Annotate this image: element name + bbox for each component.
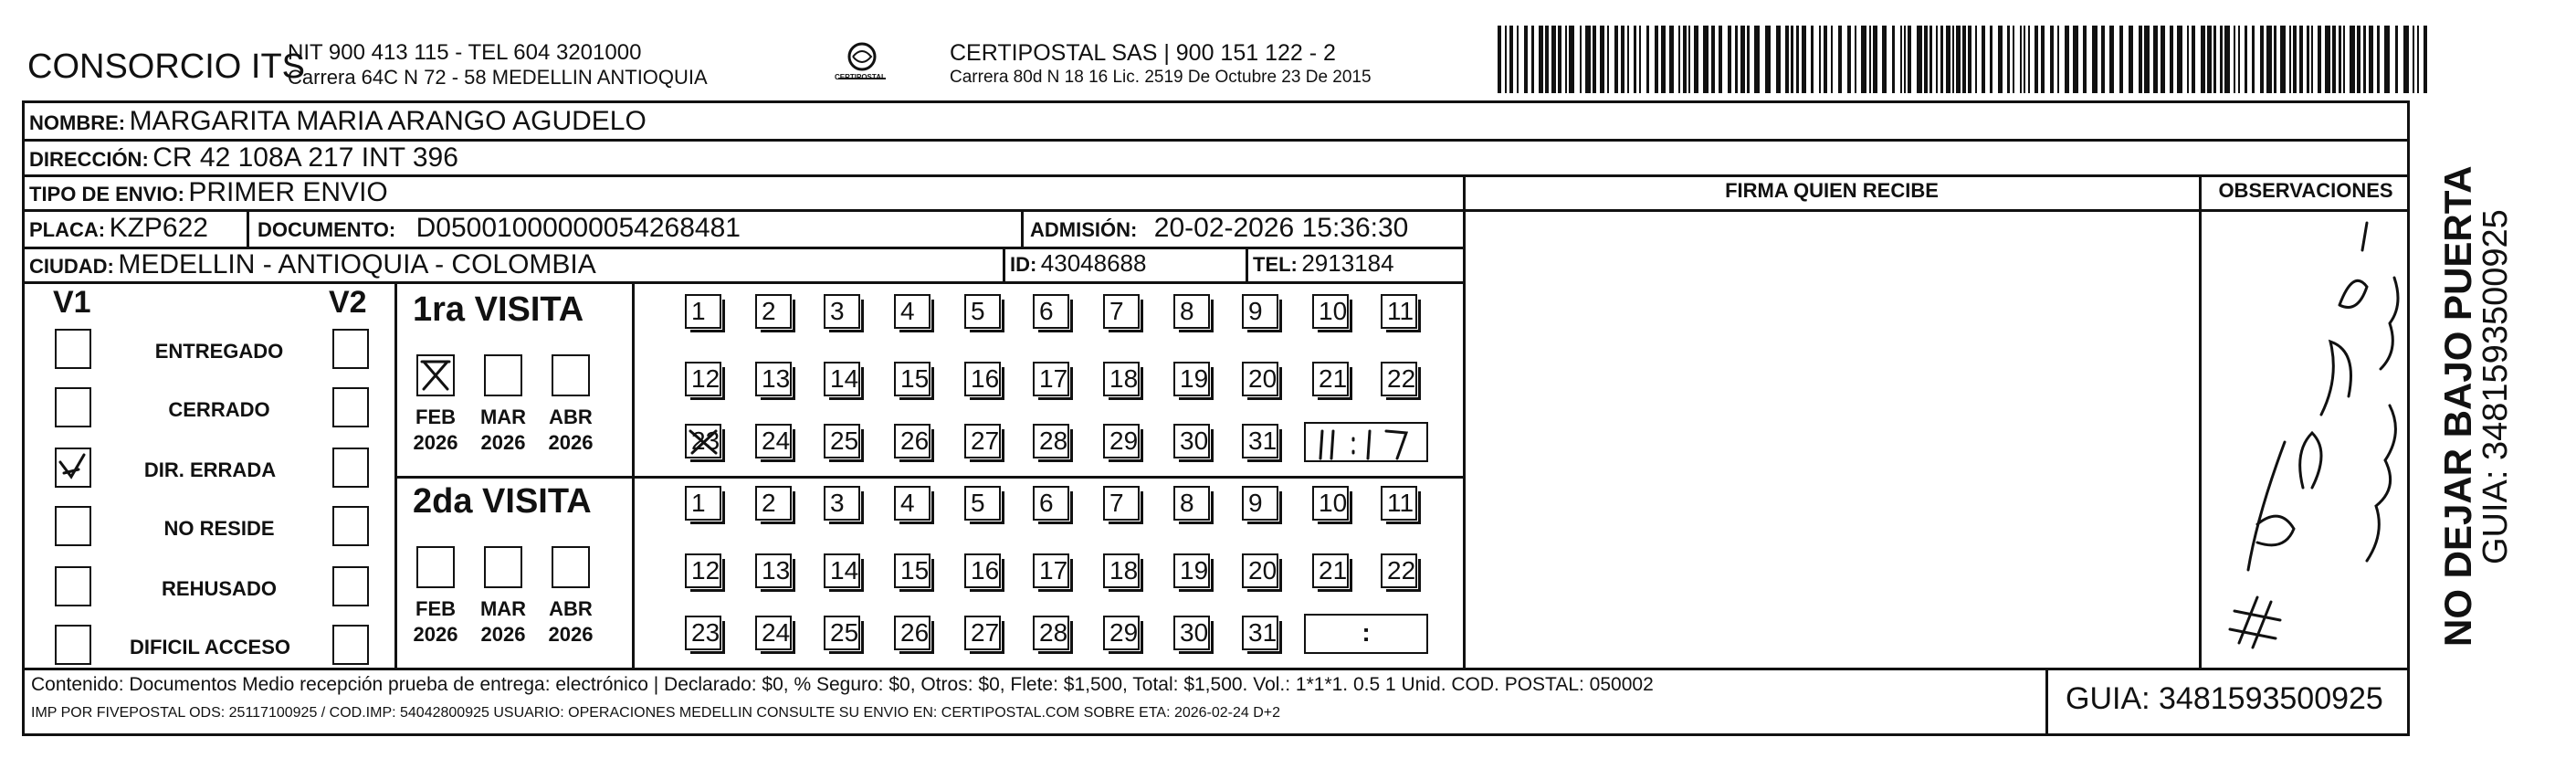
status-label-cerrado: CERRADO: [168, 398, 270, 421]
barcode-bar: [2213, 26, 2216, 93]
second-visit-title: 2da VISITA: [413, 482, 592, 521]
placa-value: KZP622: [109, 213, 208, 243]
first-visit-day-17[interactable]: 17: [1033, 362, 1069, 396]
side-guia: GUIA: 3481593500925: [2476, 209, 2515, 564]
barcode-bar: [2153, 26, 2158, 93]
admision-label: ADMISIÓN:: [1030, 218, 1138, 241]
barcode-bar: [1975, 26, 1977, 93]
barcode-bar: [2377, 26, 2380, 93]
second-visit-day-12[interactable]: 12: [685, 553, 721, 588]
v1-checkbox-no-reside[interactable]: [55, 506, 91, 546]
barcode-bar: [1946, 26, 1950, 93]
barcode-bar: [2073, 26, 2078, 93]
barcode-bar: [1694, 26, 1698, 93]
second-visit-month-label-abr: ABR: [549, 597, 593, 620]
barcode-bar: [1765, 26, 1771, 93]
barcode-bar: [2395, 26, 2398, 93]
certipostal-logo-text: CERTIPOSTAL: [835, 73, 886, 81]
barcode-bar: [2252, 26, 2255, 93]
first-visit-month-box-mar[interactable]: [484, 354, 522, 396]
second-visit-day-28[interactable]: 28: [1033, 616, 1069, 650]
first-visit-day-22[interactable]: 22: [1381, 362, 1417, 396]
barcode-bar: [2035, 26, 2038, 93]
first-visit-year-label: 2026: [413, 431, 458, 454]
barcode-bar: [2013, 26, 2014, 93]
second-visit-time[interactable]: [1304, 614, 1428, 654]
barcode-bar: [1565, 26, 1567, 93]
barcode-bar: [1569, 26, 1574, 93]
tipo-label: TIPO DE ENVIO:: [29, 183, 184, 205]
barcode-bar: [1936, 26, 1938, 93]
barcode-bar: [1517, 26, 1519, 93]
barcode-bar: [2339, 26, 2341, 93]
second-visit-month-label-feb: FEB: [415, 597, 456, 620]
second-visit-day-15[interactable]: 15: [894, 553, 931, 588]
barcode-bar: [1776, 26, 1781, 93]
barcode-bar: [2343, 26, 2345, 93]
v1-checkbox-cerrado[interactable]: [55, 387, 91, 427]
v1-checkbox-dir-errada[interactable]: [55, 448, 91, 488]
barcode-bar: [2129, 26, 2133, 93]
barcode-bar: [1929, 26, 1932, 93]
v1-checkbox-entregado[interactable]: [55, 329, 91, 369]
second-visit-day-26[interactable]: 26: [894, 616, 931, 650]
id-label: ID:: [1010, 253, 1037, 276]
barcode-bar: [1796, 26, 1799, 93]
nit-line: NIT 900 413 115 - TEL 604 3201000: [288, 40, 642, 65]
company-address: Carrera 64C N 72 - 58 MEDELLIN ANTIOQUIA: [288, 66, 708, 89]
second-visit-day-22[interactable]: 22: [1381, 553, 1417, 588]
first-visit-day-10[interactable]: 10: [1312, 294, 1349, 329]
certipostal-logo: [833, 38, 891, 90]
barcode-bar: [2318, 26, 2321, 93]
barcode-bar: [1703, 26, 1709, 93]
barcode-bar: [2041, 26, 2045, 93]
barcode-bar: [2363, 26, 2366, 93]
second-visit-day-8[interactable]: 8: [1173, 486, 1210, 521]
barcode-bar: [2101, 26, 2105, 93]
v2-checkbox-dir-errada[interactable]: [332, 448, 369, 488]
barcode-bar: [1982, 26, 1985, 93]
v2-checkbox-no-reside[interactable]: [332, 506, 369, 546]
first-visit-month-box-feb[interactable]: [416, 354, 455, 396]
barcode-bar: [1819, 26, 1821, 93]
barcode-bar: [1811, 26, 1814, 93]
barcode-bar: [2092, 26, 2098, 93]
second-visit-day-9[interactable]: 9: [1242, 486, 1278, 521]
barcode-bar: [1639, 26, 1641, 93]
barcode-bar: [1754, 26, 1760, 93]
barcode-bar: [2192, 26, 2195, 93]
barcode-bar: [1802, 26, 1806, 93]
barcode-bar: [2350, 26, 2355, 93]
barcode-bar: [2119, 26, 2123, 93]
barcode-bar: [2417, 26, 2419, 93]
side-warning: NO DEJAR BAJO PUERTA: [2436, 165, 2479, 647]
second-visit-day-29[interactable]: 29: [1103, 616, 1140, 650]
barcode-bar: [1838, 26, 1842, 93]
first-visit-day-26[interactable]: 26: [894, 424, 931, 458]
barcode-bar: [2024, 26, 2025, 93]
first-visit-day-14[interactable]: 14: [824, 362, 860, 396]
barcode-bar: [1545, 26, 1549, 93]
barcode-bar: [2274, 26, 2276, 93]
first-visit-day-20[interactable]: 20: [1242, 362, 1278, 396]
barcode-bar: [2260, 26, 2264, 93]
barcode-bar: [1847, 26, 1851, 93]
barcode-bar: [1917, 26, 1922, 93]
barcode-bar: [1531, 26, 1534, 93]
barcode-bar: [1904, 26, 1906, 93]
second-visit-day-24[interactable]: 24: [755, 616, 792, 650]
recipient-name: MARGARITA MARIA ARANGO AGUDELO: [129, 106, 647, 136]
v2-label: V2: [329, 285, 367, 320]
first-visit-month-label-feb: FEB: [415, 406, 456, 428]
barcode-bar: [2220, 26, 2223, 93]
barcode-bar: [2245, 26, 2247, 93]
first-visit-day-13[interactable]: 13: [755, 362, 792, 396]
second-visit-year-label: 2026: [413, 623, 458, 646]
barcode-bar: [2384, 26, 2390, 93]
v1-checkbox-rehusado[interactable]: [55, 566, 91, 606]
barcode-bar: [2065, 26, 2069, 93]
footer-print-line: IMP POR FIVEPOSTAL ODS: 25117100925 / COD.IMP: 54042800925 USUARIO: OPERACIONES MEDELLIN CONSULTE SU ENVIO EN: CERTIPOSTAL.COM SOBRE ETA: 2026-02-24 D+2: [31, 705, 1281, 721]
second-visit-day-30[interactable]: 30: [1173, 616, 1210, 650]
barcode-bar: [2293, 26, 2297, 93]
barcode-bar: [2289, 26, 2291, 93]
barcode-bar: [1551, 26, 1556, 93]
v1-label: V1: [53, 285, 91, 320]
first-visit-day-11[interactable]: 11: [1381, 294, 1417, 329]
barcode-bar: [1498, 26, 1501, 93]
first-visit-time[interactable]: [1304, 422, 1428, 462]
barcode-bar: [1952, 26, 1954, 93]
tel-value: 2913184: [1301, 249, 1394, 277]
first-visit-day-31[interactable]: 31: [1242, 424, 1278, 458]
second-visit-year-label: 2026: [480, 623, 526, 646]
barcode-bar: [2357, 26, 2360, 93]
barcode-bar: [1855, 26, 1856, 93]
firma-header: FIRMA QUIEN RECIBE: [1725, 179, 1939, 202]
v2-checkbox-cerrado[interactable]: [332, 387, 369, 427]
shipment-type: PRIMER ENVIO: [188, 177, 388, 207]
barcode-bar: [2201, 26, 2205, 93]
barcode-bar: [2007, 26, 2010, 93]
barcode-bar: [1614, 26, 1618, 93]
observation-handwriting: [2203, 214, 2409, 666]
second-visit-day-27[interactable]: 27: [964, 616, 1001, 650]
barcode-bar: [1998, 26, 2003, 93]
barcode-bar: [2332, 26, 2336, 93]
second-visit-day-11[interactable]: 11: [1381, 486, 1417, 521]
first-visit-day-2[interactable]: 2: [755, 294, 792, 329]
second-visit-month-box-abr[interactable]: [552, 546, 590, 588]
barcode-bar: [1580, 26, 1582, 93]
placa-label: PLACA:: [29, 218, 106, 241]
barcode-bar: [1669, 26, 1674, 93]
first-visit-day-28[interactable]: 28: [1033, 424, 1069, 458]
second-visit-day-5[interactable]: 5: [964, 486, 1001, 521]
barcode-bar: [2177, 26, 2182, 93]
barcode-bar: [2020, 26, 2022, 93]
barcode-bar: [2280, 26, 2286, 93]
barcode-bar: [1785, 26, 1789, 93]
status-label-rehusado: REHUSADO: [162, 577, 277, 600]
barcode-bar: [1791, 26, 1793, 93]
first-visit-day-7[interactable]: 7: [1103, 294, 1140, 329]
barcode-bar: [1900, 26, 1902, 93]
first-visit-year-label: 2026: [548, 431, 594, 454]
observaciones-header: OBSERVACIONES: [2218, 179, 2393, 202]
barcode-bar: [2083, 26, 2087, 93]
second-visit-day-3[interactable]: 3: [824, 486, 860, 521]
company-name: CONSORCIO ITS: [27, 47, 306, 86]
second-visit-day-14[interactable]: 14: [824, 553, 860, 588]
barcode-bar: [2413, 26, 2414, 93]
first-visit-day-19[interactable]: 19: [1173, 362, 1210, 396]
first-visit-day-30[interactable]: 30: [1173, 424, 1210, 458]
direccion-label: DIRECCIÓN:: [29, 148, 149, 171]
barcode-bar: [1711, 26, 1715, 93]
barcode-bar: [1719, 26, 1722, 93]
v1-checkbox-dificil-acceso[interactable]: [55, 625, 91, 665]
first-visit-month-box-abr[interactable]: [552, 354, 590, 396]
first-visit-day-23[interactable]: 23: [685, 424, 721, 458]
second-visit-day-25[interactable]: 25: [824, 616, 860, 650]
barcode-bar: [2424, 26, 2427, 93]
v2-checkbox-entregado[interactable]: [332, 329, 369, 369]
barcode-bar: [1621, 26, 1624, 93]
first-visit-day-3[interactable]: 3: [824, 294, 860, 329]
second-visit-year-label: 2026: [548, 623, 594, 646]
barcode-bar: [1593, 26, 1596, 93]
second-visit-day-2[interactable]: 2: [755, 486, 792, 521]
barcode-bar: [1831, 26, 1833, 93]
barcode-bar: [2170, 26, 2173, 93]
second-visit-month-label-mar: MAR: [479, 597, 527, 620]
barcode-bar: [1869, 26, 1871, 93]
first-visit-day-4[interactable]: 4: [894, 294, 931, 329]
first-visit-day-29[interactable]: 29: [1103, 424, 1140, 458]
first-visit-year-label: 2026: [480, 431, 526, 454]
first-visit-day-8[interactable]: 8: [1173, 294, 1210, 329]
nombre-label: NOMBRE:: [29, 111, 126, 134]
barcode-bar: [1585, 26, 1591, 93]
barcode-bar: [1940, 26, 1943, 93]
first-visit-day-18[interactable]: 18: [1103, 362, 1140, 396]
city-value: MEDELLIN - ANTIOQUIA - COLOMBIA: [118, 249, 596, 279]
second-visit-month-box-feb[interactable]: [416, 546, 455, 588]
barcode-bar: [2207, 26, 2212, 93]
v2-checkbox-dificil-acceso[interactable]: [332, 625, 369, 665]
barcode-bar: [2234, 26, 2235, 93]
first-visit-title: 1ra VISITA: [413, 290, 584, 329]
barcode-bar: [1600, 26, 1604, 93]
barcode-bar: [2238, 26, 2240, 93]
barcode-bar: [1873, 26, 1877, 93]
barcode-bar: [2028, 26, 2030, 93]
barcode-bar: [1539, 26, 1543, 93]
first-visit-day-1[interactable]: 1: [685, 294, 721, 329]
barcode-bar: [1505, 26, 1507, 93]
barcode-bar: [1524, 26, 1528, 93]
first-visit-day-16[interactable]: 16: [964, 362, 1001, 396]
recipient-address: CR 42 108A 217 INT 396: [152, 142, 458, 173]
barcode-bar: [2109, 26, 2114, 93]
barcode-bar: [1728, 26, 1731, 93]
barcode-bar: [1634, 26, 1636, 93]
first-visit-month-label-mar: MAR: [479, 406, 527, 428]
second-visit-day-7[interactable]: 7: [1103, 486, 1140, 521]
first-visit-month-label-abr: ABR: [549, 406, 593, 428]
barcode-bar: [2144, 26, 2150, 93]
barcode-bar: [2369, 26, 2373, 93]
second-visit-day-31[interactable]: 31: [1242, 616, 1278, 650]
first-visit-day-15[interactable]: 15: [894, 362, 931, 396]
barcode-bar: [1661, 26, 1666, 93]
barcode-bar: [2050, 26, 2054, 93]
documento-label: DOCUMENTO:: [258, 218, 396, 241]
license-line: Carrera 80d N 18 16 Lic. 2519 De Octubre 23 De 2015: [950, 68, 1372, 87]
second-visit-day-13[interactable]: 13: [755, 553, 792, 588]
v2-checkbox-rehusado[interactable]: [332, 566, 369, 606]
barcode-bar: [1892, 26, 1895, 93]
barcode-bar: [2403, 26, 2409, 93]
footer-guia: GUIA: 3481593500925: [2066, 681, 2383, 716]
first-visit-day-24[interactable]: 24: [755, 424, 792, 458]
barcode-bar: [1607, 26, 1609, 93]
first-visit-day-21[interactable]: 21: [1312, 362, 1349, 396]
signature-area[interactable]: [1467, 212, 2197, 666]
status-label-dificil-acceso: DIFICIL ACCESO: [129, 636, 290, 658]
barcode-bar: [1956, 26, 1961, 93]
certipostal-line: CERTIPOSTAL SAS | 900 151 122 - 2: [950, 40, 1336, 66]
first-visit-day-6[interactable]: 6: [1033, 294, 1069, 329]
barcode-bar: [2224, 26, 2230, 93]
barcode-bar: [1683, 26, 1687, 93]
status-label-dir-errada: DIR. ERRADA: [143, 458, 277, 481]
status-label-no-reside: NO RESIDE: [163, 517, 275, 540]
barcode-bar: [1740, 26, 1745, 93]
footer-content-line: Contenido: Documentos Medio recepción prueba de entrega: electrónico | Declarado: $0, % Seguro: $0, Otros: $0, Flete: $1,500, Total: $1,500. Vol.: 1*1*1. 0.5 1 Unid. COD. POSTAL: 050002: [31, 674, 1654, 695]
barcode-bar: [1861, 26, 1866, 93]
second-visit-day-19[interactable]: 19: [1173, 553, 1210, 588]
barcode-bar: [2057, 26, 2059, 93]
second-visit-day-21[interactable]: 21: [1312, 553, 1349, 588]
admision-value: 20-02-2026 15:36:30: [1153, 213, 1409, 243]
barcode-bar: [1509, 26, 1513, 93]
barcode-bar: [1655, 26, 1658, 93]
second-visit-day-20[interactable]: 20: [1242, 553, 1278, 588]
second-visit-day-23[interactable]: 23: [685, 616, 721, 650]
second-visit-day-18[interactable]: 18: [1103, 553, 1140, 588]
second-visit-day-1[interactable]: 1: [685, 486, 721, 521]
barcode-bar: [1678, 26, 1680, 93]
barcode-bar: [1990, 26, 1992, 93]
barcode-bar: [2325, 26, 2330, 93]
barcode: [1498, 26, 2429, 93]
first-visit-day-25[interactable]: 25: [824, 424, 860, 458]
barcode-bar: [1924, 26, 1928, 93]
first-visit-day-12[interactable]: 12: [685, 362, 721, 396]
second-visit-time-colon: :: [1362, 618, 1371, 647]
first-visit-day-5[interactable]: 5: [964, 294, 1001, 329]
barcode-bar: [2187, 26, 2189, 93]
second-visit-day-10[interactable]: 10: [1312, 486, 1349, 521]
first-visit-day-9[interactable]: 9: [1242, 294, 1278, 329]
ciudad-label: CIUDAD:: [29, 255, 114, 278]
barcode-bar: [1824, 26, 1827, 93]
barcode-bar: [1646, 26, 1649, 93]
barcode-bar: [1688, 26, 1690, 93]
second-visit-day-16[interactable]: 16: [964, 553, 1001, 588]
second-visit-day-17[interactable]: 17: [1033, 553, 1069, 588]
barcode-bar: [1962, 26, 1966, 93]
barcode-bar: [2139, 26, 2142, 93]
barcode-bar: [1747, 26, 1750, 93]
barcode-bar: [1627, 26, 1629, 93]
tel-label: TEL:: [1253, 253, 1298, 276]
barcode-bar: [2266, 26, 2272, 93]
second-visit-day-4[interactable]: 4: [894, 486, 931, 521]
status-label-entregado: ENTREGADO: [154, 340, 284, 363]
barcode-bar: [1968, 26, 1971, 93]
barcode-bar: [2299, 26, 2303, 93]
barcode-bar: [1908, 26, 1911, 93]
id-value: 43048688: [1040, 249, 1147, 277]
second-visit-month-box-mar[interactable]: [484, 546, 522, 588]
barcode-bar: [2311, 26, 2313, 93]
second-visit-day-6[interactable]: 6: [1033, 486, 1069, 521]
first-visit-day-27[interactable]: 27: [964, 424, 1001, 458]
barcode-bar: [1558, 26, 1561, 93]
barcode-bar: [1735, 26, 1738, 93]
barcode-bar: [1882, 26, 1887, 93]
barcode-bar: [2307, 26, 2309, 93]
documento-value: D05001000000054268481: [415, 213, 741, 243]
barcode-bar: [2161, 26, 2165, 93]
